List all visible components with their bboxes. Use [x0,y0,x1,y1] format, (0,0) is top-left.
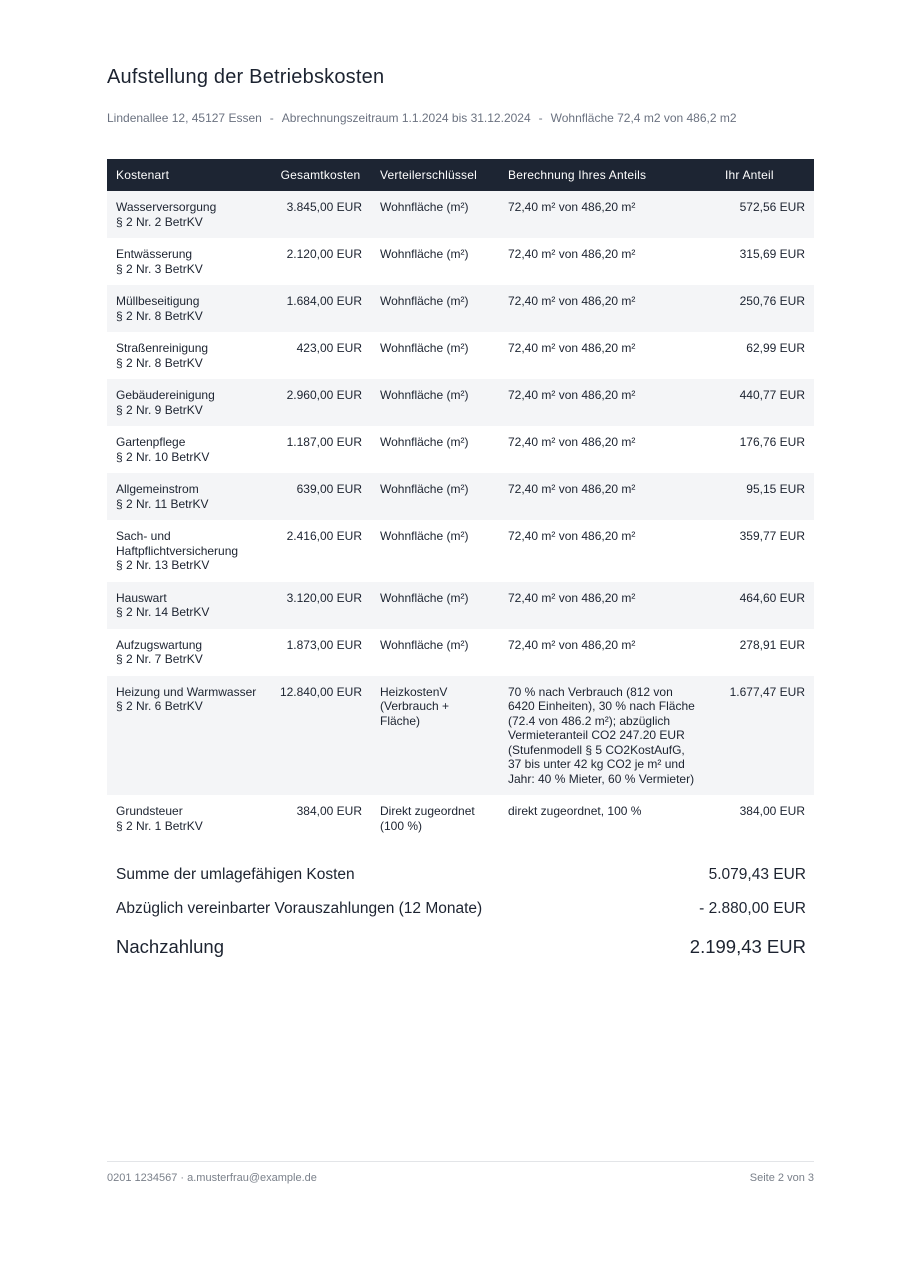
sum-label: Summe der umlagefähigen Kosten [116,866,355,883]
cell-cost-type [107,285,270,332]
billing-period: Abrechnungszeitraum 1.1.2024 bis 31.12.2024 [281,111,531,125]
footer-contact: 0201 1234567 · a.musterfrau@example.de [107,1172,317,1184]
header-cost-type: Kostenart [107,159,270,191]
header-your-share: Ihr Anteil [707,159,814,191]
cost-type-label: Gebäudereinigung [116,388,215,402]
cell-total-cost: 3.845,00 EUR [270,191,371,238]
cell-total-cost: 423,00 EUR [270,332,371,379]
cell-cost-type [107,520,270,582]
cell-your-share: 176,76 EUR [707,426,814,473]
cell-your-share: 278,91 EUR [707,629,814,676]
prepayment-label: Abzüglich vereinbarter Vorauszahlungen (12 Monate) [116,900,483,917]
cell-distribution-key: Wohnfläche (m²) [371,426,499,473]
cell-calculation: 70 % nach Verbrauch (812 von 6420 Einheiten), 30 % nach Fläche (72.4 von 486.2 m²); abzüglich Vermieteranteil CO2 247.20 EUR (Stufenmodell § 5 CO2KostAufG, 37 bis unter 42 kg CO2 je m² und Jahr: 40 % Mieter, 60 % Vermieter) [499,676,707,796]
table-row [107,285,814,332]
cell-total-cost: 3.120,00 EUR [270,582,371,629]
cell-cost-type [107,582,270,629]
table-row [107,629,814,676]
legal-reference: § 2 Nr. 7 BetrKV [116,652,203,666]
legal-reference: § 2 Nr. 6 BetrKV [116,699,203,713]
property-address: Lindenallee 12, 45127 Essen [107,111,262,125]
header-total-cost: Gesamtkosten [270,159,371,191]
cost-type-label: Aufzugswartung [116,637,203,652]
legal-reference: § 2 Nr. 11 BetrKV [116,496,209,511]
legal-reference: § 2 Nr. 10 BetrKV [116,449,210,464]
cost-table [107,159,814,842]
cell-cost-type [107,676,270,796]
legal-reference: § 2 Nr. 8 BetrKV [116,355,203,370]
cell-your-share: 95,15 EUR [707,473,814,520]
cell-total-cost: 384,00 EUR [270,795,371,842]
cell-your-share: 572,56 EUR [707,191,814,238]
footer-divider [107,1161,814,1162]
cell-calculation: 72,40 m² von 486,20 m² [499,629,707,676]
cell-your-share: 440,77 EUR [707,379,814,426]
cell-distribution-key: Wohnfläche (m²) [371,520,499,582]
cell-distribution-key: Wohnfläche (m²) [371,332,499,379]
cell-cost-type [107,332,270,379]
cost-type-label: Gartenpflege [116,435,186,449]
page-title: Aufstellung der Betriebskosten [107,66,385,88]
table-row [107,426,814,473]
cell-cost-type [107,426,270,473]
sum-value: 5.079,43 EUR [708,866,806,883]
footer-page-number: Seite 2 von 3 [749,1172,814,1184]
table-row [107,582,814,629]
cell-calculation: 72,40 m² von 486,20 m² [499,473,707,520]
cell-total-cost: 639,00 EUR [270,473,371,520]
cell-cost-type [107,379,270,426]
summary [116,866,806,958]
result-label: Nachzahlung [116,936,224,957]
table-row [107,795,814,842]
cost-type-label: Allgemeinstrom [116,482,199,496]
cell-calculation: 72,40 m² von 486,20 m² [499,191,707,238]
cell-calculation: 72,40 m² von 486,20 m² [499,582,707,629]
cell-distribution-key: Wohnfläche (m²) [371,473,499,520]
cost-type-label: Wasserversorgung [116,200,217,214]
legal-reference: § 2 Nr. 2 BetrKV [116,214,203,229]
table-row [107,191,814,238]
cell-your-share: 315,69 EUR [707,238,814,285]
cell-calculation: 72,40 m² von 486,20 m² [499,332,707,379]
cell-calculation: 72,40 m² von 486,20 m² [499,238,707,285]
cell-your-share: 250,76 EUR [707,285,814,332]
cell-distribution-key: HeizkostenV (Verbrauch + Fläche) [371,676,499,796]
cell-calculation: 72,40 m² von 486,20 m² [499,520,707,582]
summary-row-prepayment [116,900,806,936]
header-calculation: Berechnung Ihres Anteils [499,159,707,191]
cost-type-label: Straßenreinigung [116,341,209,355]
cell-total-cost: 2.120,00 EUR [270,238,371,285]
result-value: 2.199,43 EUR [689,936,806,957]
cell-calculation: 72,40 m² von 486,20 m² [499,285,707,332]
cell-total-cost: 12.840,00 EUR [270,676,371,796]
summary-row-total [116,866,806,900]
cell-calculation: 72,40 m² von 486,20 m² [499,426,707,473]
table-row [107,473,814,520]
cell-total-cost: 1.187,00 EUR [270,426,371,473]
cell-distribution-key: Wohnfläche (m²) [371,582,499,629]
cost-type-label: Grundsteuer [116,804,183,818]
cell-total-cost: 2.960,00 EUR [270,379,371,426]
cell-distribution-key: Wohnfläche (m²) [371,379,499,426]
legal-reference: § 2 Nr. 14 BetrKV [116,605,210,619]
cell-your-share: 1.677,47 EUR [707,676,814,796]
table-row [107,379,814,426]
meta-separator: - [269,111,274,125]
cell-total-cost: 1.873,00 EUR [270,629,371,676]
legal-reference: § 2 Nr. 9 BetrKV [116,402,203,417]
cost-type-label: Sach- und Haftpflichtversicherung [116,529,239,558]
cell-calculation: direkt zugeordnet, 100 % [499,795,707,842]
cell-total-cost: 2.416,00 EUR [270,520,371,582]
cell-cost-type [107,238,270,285]
table-row [107,238,814,285]
table-row [107,332,814,379]
cell-distribution-key: Wohnfläche (m²) [371,285,499,332]
cell-your-share: 62,99 EUR [707,332,814,379]
cost-type-label: Entwässerung [116,247,193,261]
cell-distribution-key: Direkt zugeordnet (100 %) [371,795,499,842]
cell-distribution-key: Wohnfläche (m²) [371,191,499,238]
cell-your-share: 359,77 EUR [707,520,814,582]
table-row [107,676,814,796]
header-distribution-key: Verteilerschlüssel [371,159,499,191]
table-row [107,520,814,582]
legal-reference: § 2 Nr. 13 BetrKV [116,558,210,572]
living-area: Wohnfläche 72,4 m2 von 486,2 m2 [550,111,737,125]
summary-row-result [116,936,806,958]
cost-type-label: Hauswart [116,590,167,605]
cell-cost-type [107,191,270,238]
cell-cost-type [107,629,270,676]
cost-type-label: Müllbeseitigung [116,294,200,308]
legal-reference: § 2 Nr. 1 BetrKV [116,818,203,833]
cost-table-header [107,159,814,191]
cell-cost-type [107,795,270,842]
cost-type-label: Heizung und Warmwasser [116,684,257,699]
cell-cost-type [107,473,270,520]
document-meta [107,111,737,125]
cost-table-body [107,191,814,842]
meta-separator: - [538,111,543,125]
legal-reference: § 2 Nr. 8 BetrKV [116,308,203,323]
cell-your-share: 384,00 EUR [707,795,814,842]
cell-your-share: 464,60 EUR [707,582,814,629]
cell-total-cost: 1.684,00 EUR [270,285,371,332]
cell-distribution-key: Wohnfläche (m²) [371,238,499,285]
prepayment-value: - 2.880,00 EUR [699,900,806,917]
legal-reference: § 2 Nr. 3 BetrKV [116,261,203,276]
cell-distribution-key: Wohnfläche (m²) [371,629,499,676]
cell-calculation: 72,40 m² von 486,20 m² [499,379,707,426]
